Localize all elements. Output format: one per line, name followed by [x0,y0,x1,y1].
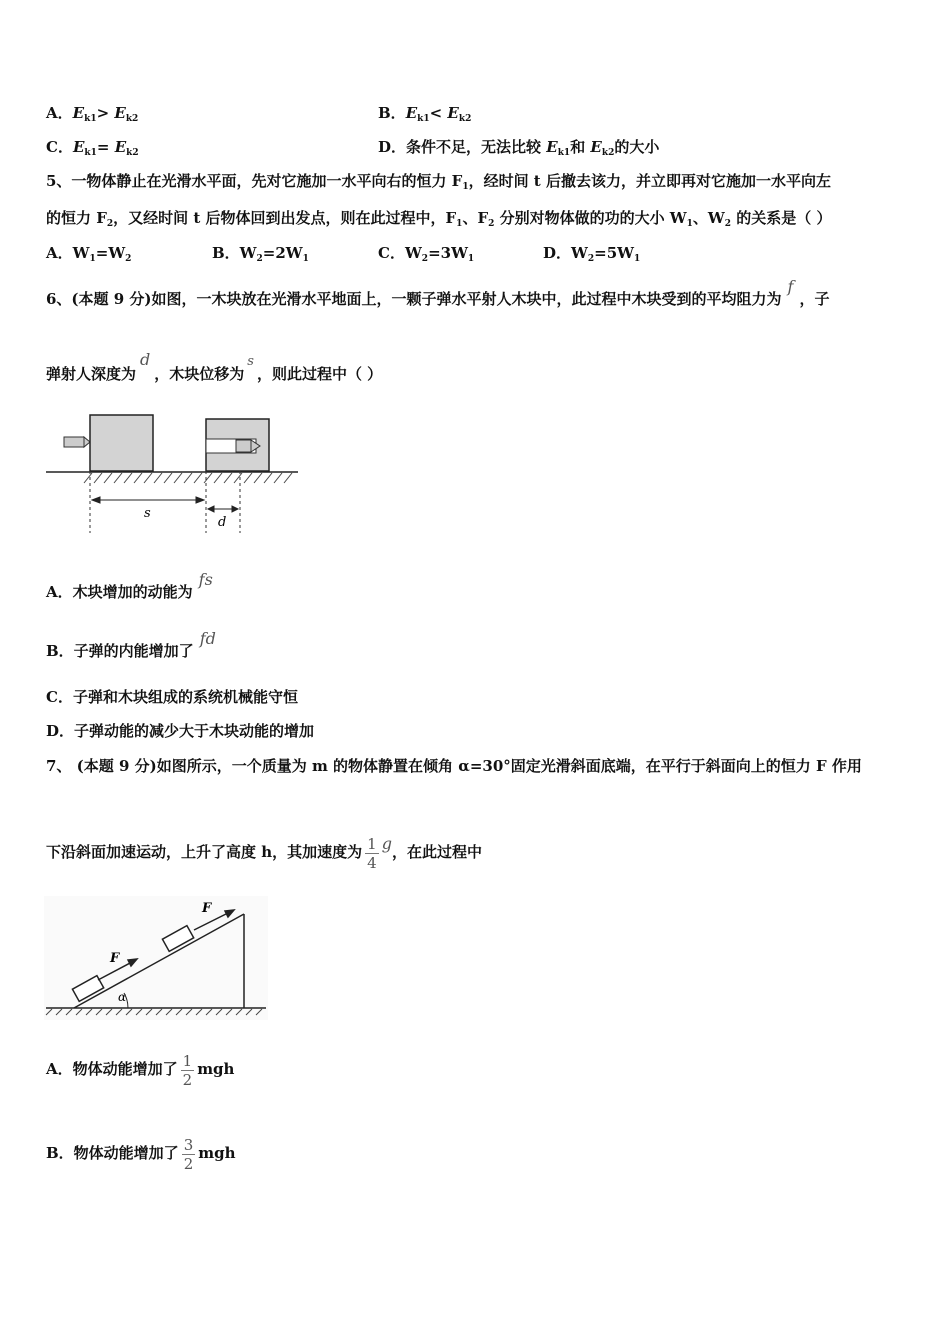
label-d: d [218,515,227,530]
math-g: g [381,834,392,853]
q6-option-d[interactable]: D．子弹动能的减少大于木块动能的增加 [46,722,315,740]
label-s: s [144,506,151,521]
q6-option-a[interactable]: A．木块增加的动能为fs [46,570,213,601]
q5-option-d[interactable]: D．$W_2=5W_1$ [543,244,641,264]
bullet-block-figure [46,405,302,539]
label-F-lower: F [110,951,120,966]
q5-stem-line1: 5、一物体静止在光滑水平面，先对它施加一水平向右的恒力 $F_1$，经时间 t 后撤去该力，并立即再对它施加一水平向左 [46,172,831,192]
q5-option-a[interactable]: A．$W_1=W_2$ [46,244,132,264]
incline-figure [44,896,268,1020]
q6-option-b[interactable]: B．子弹的内能增加了fd [46,629,216,660]
math-fd: fd [199,629,216,648]
q4-option-c[interactable]: C．$E_{k1}= E_{k2}$ [46,138,139,158]
bullet-before [64,437,90,447]
q7-stem-line2: 下沿斜面加速运动，上升了高度 h，其加速度为 $\frac{1}{4}$ g，在此过程中 [46,834,482,872]
bullet-embedded [206,439,260,453]
q4-option-b[interactable]: B．$E_{k1}< E_{k2}$ [378,104,472,124]
q6-stem-line1: 6、(本题 9 分)如图，一木块放在光滑水平地面上，一颗子弹水平射人木块中，此过程中木块受到的平均阻力为f，子 [46,277,830,308]
label-F-upper: F [202,901,212,916]
math-d: d [140,350,151,369]
math-s: s [247,354,254,369]
q6-option-c[interactable]: C．子弹和木块组成的系统机械能守恒 [46,688,298,706]
q7-option-b[interactable]: B．物体动能增加了 $\frac{3}{2}$ mgh [46,1135,236,1173]
fraction-3-2: $\frac{3}{2}$ [183,1135,194,1173]
q6-stem-line2: 弹射人深度为d，木块位移为s，则此过程中（ ） [46,350,383,383]
q4-option-a[interactable]: A．$E_{k1}> E_{k2}$ [46,104,139,124]
q5-stem-line2: 的恒力 $F_2$，又经时间 t 后物体回到出发点，则在此过程中，$F_1$、$F_2$ 分别对物体做的功的大小 $W_1$、$W_2$ 的关系是（ ） [46,209,832,229]
math-fs: fs [198,570,213,589]
label-alpha: α [118,990,127,1004]
q5-option-c[interactable]: C．$W_2=3W_1$ [378,244,475,264]
q4-option-d[interactable]: D．条件不足，无法比较 $E_{k1}$和 $E_{k2}$的大小 [378,138,660,158]
fraction-1-4: $\frac{1}{4}$ [367,834,377,872]
q7-stem-line1: 7、 (本题 9 分)如图所示，一个质量为 m 的物体静置在倾角 α=30°固定光滑斜面底端，在平行于斜面向上的恒力 F 作用 [46,757,862,775]
q7-option-a[interactable]: A．物体动能增加了 $\frac{1}{2}$ mgh [46,1051,235,1089]
depth-arrow-d [208,506,238,512]
displacement-arrow-s [92,497,204,503]
q5-option-b[interactable]: B．$W_2=2W_1$ [212,244,309,264]
block-initial [90,415,153,471]
fraction-1-2: $\frac{1}{2}$ [182,1051,193,1089]
math-f: f [787,277,794,296]
